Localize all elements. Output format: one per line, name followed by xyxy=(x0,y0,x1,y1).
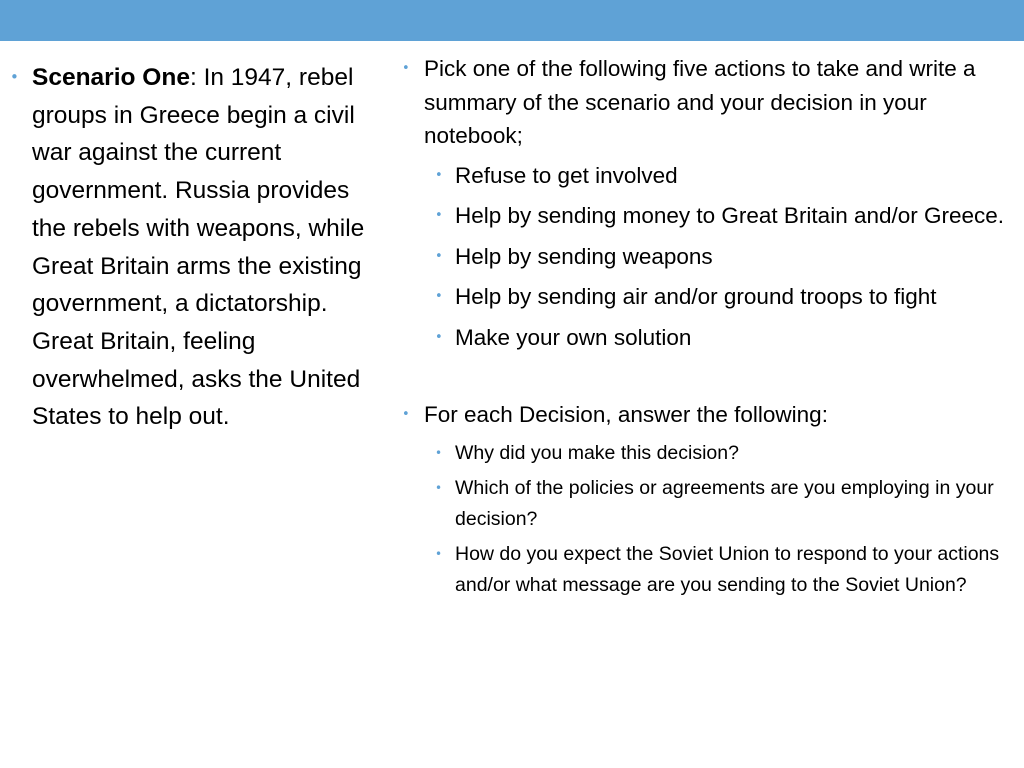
bullet-icon: • xyxy=(435,481,443,495)
bullet-icon: • xyxy=(402,407,410,422)
action-option-item xyxy=(402,240,1014,274)
scenario-title: Scenario One xyxy=(32,64,190,91)
decision-question-text: Why did you make this decision? xyxy=(455,441,739,464)
action-option-text: Help by sending money to Great Britain and/or Greece. xyxy=(455,203,1005,228)
decision-intro-text: For each Decision, answer the following: xyxy=(424,402,828,427)
bullet-icon: • xyxy=(435,445,443,460)
instructions-list xyxy=(402,52,1014,600)
action-option-item xyxy=(402,199,1014,233)
bullet-icon: • xyxy=(435,289,443,304)
scenario-column xyxy=(10,59,372,436)
action-option-item xyxy=(402,159,1014,193)
action-option-text: Help by sending air and/or ground troops to fight xyxy=(455,284,937,309)
bullet-icon: • xyxy=(435,248,443,264)
bullet-icon: • xyxy=(435,208,443,223)
decision-question-item xyxy=(402,473,1014,534)
bullet-icon: • xyxy=(10,68,19,86)
decision-question-text: How do you expect the Soviet Union to respond to your actions and/or what message are you sending to the Soviet Union? xyxy=(455,543,1000,596)
actions-intro-text: Pick one of the following five actions to take and write a summary of the scenario and your decision in your notebook; xyxy=(424,56,976,148)
decision-intro-item xyxy=(402,398,1014,432)
scenario-item xyxy=(10,59,372,436)
instructions-column xyxy=(402,52,1014,600)
bullet-icon: • xyxy=(435,167,443,183)
action-option-text: Make your own solution xyxy=(455,324,692,350)
action-option-text: Refuse to get involved xyxy=(455,162,678,188)
action-option-text: Help by sending weapons xyxy=(455,243,713,269)
decision-question-item xyxy=(402,539,1014,600)
action-option-item xyxy=(402,280,1014,314)
top-accent-bar xyxy=(0,0,1024,41)
decision-question-text: Which of the policies or agreements are you employing in your decision? xyxy=(455,477,994,530)
bullet-icon: • xyxy=(435,329,443,345)
actions-intro-item xyxy=(402,52,1014,153)
bullet-icon: • xyxy=(435,547,443,561)
action-option-item xyxy=(402,321,1014,355)
scenario-list xyxy=(10,59,372,436)
scenario-text: : In 1947, rebel groups in Greece begin a civil war against the current government. Russia provides the rebels with weapons, while Great Britain arms the existing government, a dictatorship. Great Britain, feeling overwhelmed, asks the United States to help out. xyxy=(32,64,365,431)
decision-question-item xyxy=(402,438,1014,469)
bullet-icon: • xyxy=(402,61,410,76)
